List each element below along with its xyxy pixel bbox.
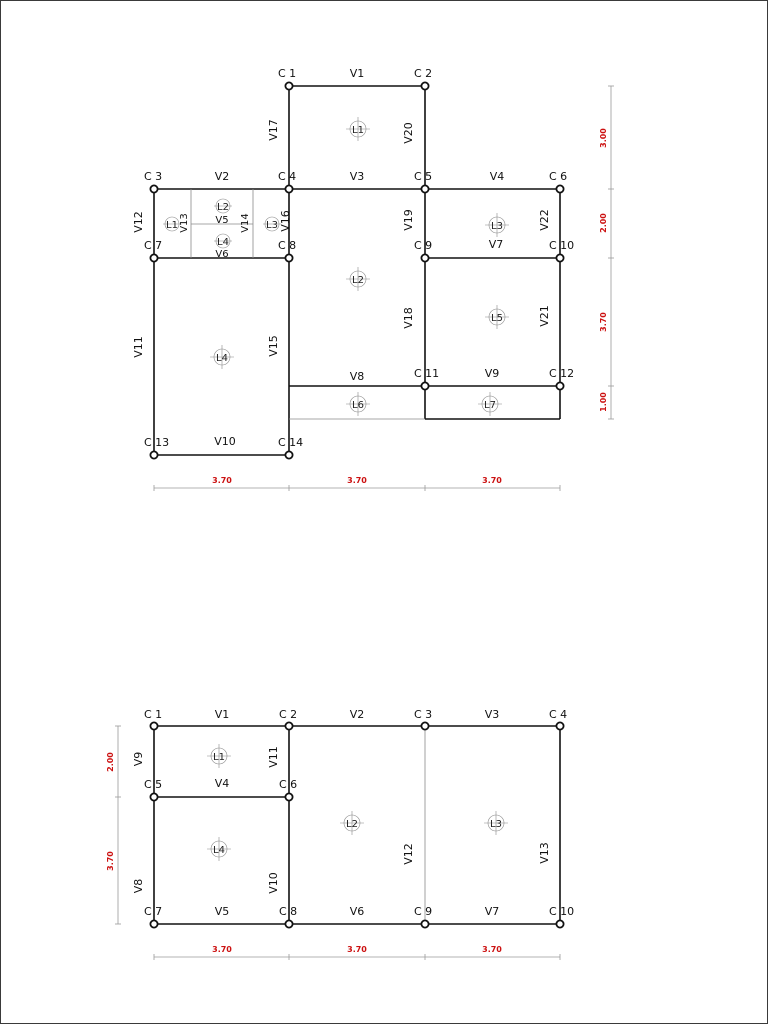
beam-label: V20	[402, 122, 415, 144]
beam-label: V11	[267, 746, 280, 768]
dimension-label: 1.00	[599, 392, 608, 412]
plan-2-slab-markers	[207, 744, 508, 861]
plan-2-slab-labels	[213, 752, 502, 856]
plan-1-horizontal-dimension	[154, 476, 560, 491]
dimension-label: 3.70	[347, 945, 367, 954]
beam-label: V17	[267, 119, 280, 141]
slab-label: L5	[491, 313, 503, 324]
beam-label: V14	[240, 213, 251, 233]
plan-2-horizontal-dimension	[154, 945, 560, 960]
column-label: C 5	[414, 170, 433, 183]
slab-label: L3	[490, 819, 502, 830]
column-label: C 6	[549, 170, 568, 183]
beam-label: V13	[179, 213, 190, 233]
slab-label: L2	[346, 819, 358, 830]
dimension-label: 3.70	[347, 476, 367, 485]
plan-2-beam-labels	[132, 708, 551, 918]
column-label: C 14	[278, 436, 304, 449]
dimension-label: 2.00	[106, 752, 115, 772]
slab-label: L4	[217, 237, 229, 248]
column-label: C 11	[414, 367, 440, 380]
dimension-label: 3.00	[599, 128, 608, 148]
slab-label: L3	[491, 221, 503, 232]
column-label: C 7	[144, 239, 163, 252]
dimension-label: 2.00	[599, 213, 608, 233]
plan-1	[132, 67, 614, 491]
beam-label: V15	[267, 335, 280, 357]
dimension-label: 3.70	[482, 945, 502, 954]
beam-label: V12	[402, 843, 415, 865]
slab-label: L7	[484, 400, 496, 411]
dimension-label: 3.70	[482, 476, 502, 485]
beam-label: V3	[484, 708, 500, 721]
beam-label: V6	[215, 249, 229, 260]
beam-label: V13	[538, 842, 551, 864]
dimension-label: 3.70	[212, 945, 232, 954]
plan-1-slab-labels	[166, 125, 503, 411]
beam-label: V7	[488, 238, 504, 251]
beam-label: V10	[267, 872, 280, 894]
dimension-label: 3.70	[599, 312, 608, 332]
column-label: C 9	[414, 905, 433, 918]
beam-label: V9	[484, 367, 500, 380]
plan-2-vertical-dimension	[106, 726, 121, 924]
beam-label: V8	[349, 370, 365, 383]
beam-label: V21	[538, 305, 551, 327]
beam-label: V1	[349, 67, 365, 80]
column-label: C 4	[278, 170, 297, 183]
column-label: C 8	[279, 905, 298, 918]
beam-label: V1	[214, 708, 230, 721]
beam-label: V18	[402, 307, 415, 329]
structural-drawing	[1, 1, 767, 1023]
column-label: C 10	[549, 239, 575, 252]
plan-1-slab-markers	[163, 117, 509, 416]
beam-label: V2	[214, 170, 230, 183]
beam-label: V7	[484, 905, 500, 918]
dimension-label: 3.70	[212, 476, 232, 485]
slab-label: L6	[352, 400, 364, 411]
plan-2-column-labels	[144, 708, 574, 918]
column-label: C 12	[549, 367, 575, 380]
beam-label: V5	[214, 905, 230, 918]
beam-label: V9	[132, 751, 145, 767]
beam-label: V6	[349, 905, 365, 918]
slab-label: L2	[217, 202, 229, 213]
beam-label: V4	[489, 170, 505, 183]
column-label: C 2	[414, 67, 433, 80]
beam-label: V8	[132, 878, 145, 894]
slab-label: L1	[213, 752, 225, 763]
slab-label: L3	[266, 220, 278, 231]
beam-label: V16	[279, 210, 292, 232]
beam-label: V12	[132, 211, 145, 233]
beam-label: V2	[349, 708, 365, 721]
column-label: C 1	[278, 67, 297, 80]
column-label: C 3	[144, 170, 163, 183]
slab-label: L1	[352, 125, 364, 136]
beam-label: V10	[214, 435, 236, 448]
column-label: C 7	[144, 905, 163, 918]
column-label: C 9	[414, 239, 433, 252]
column-label: C 5	[144, 778, 163, 791]
column-label: C 13	[144, 436, 170, 449]
slab-label: L1	[166, 220, 178, 231]
beam-label: V4	[214, 777, 230, 790]
column-label: C 1	[144, 708, 163, 721]
beam-label: V5	[215, 215, 229, 226]
beam-label: V19	[402, 209, 415, 231]
beam-label: V3	[349, 170, 365, 183]
dimension-label: 3.70	[106, 851, 115, 871]
column-label: C 10	[549, 905, 575, 918]
slab-label: L4	[216, 353, 228, 364]
column-label: C 2	[279, 708, 298, 721]
plan-2	[106, 708, 574, 960]
slab-label: L4	[213, 845, 225, 856]
beam-label: V22	[538, 209, 551, 231]
plan-1-vertical-dimension	[599, 86, 614, 419]
column-label: C 6	[279, 778, 298, 791]
beam-label: V11	[132, 336, 145, 358]
column-label: C 4	[549, 708, 568, 721]
column-label: C 3	[414, 708, 433, 721]
slab-label: L2	[352, 275, 364, 286]
column-label: C 8	[278, 239, 297, 252]
